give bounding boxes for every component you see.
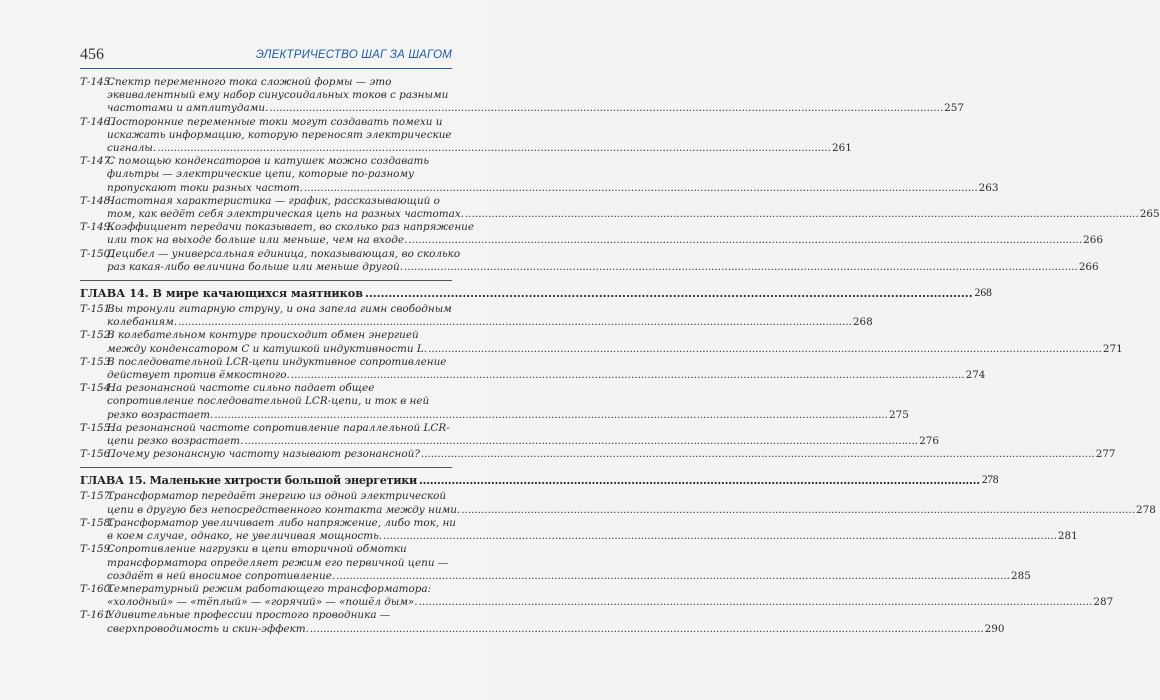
entry-line xyxy=(107,102,964,115)
table-of-contents xyxy=(80,76,1160,636)
entry-line xyxy=(107,129,852,142)
toc-entry xyxy=(80,516,1078,543)
dot-leader xyxy=(291,369,965,382)
toc-entry xyxy=(80,155,999,195)
running-title: ЭЛЕКТРИЧЕСТВО ШАГ ЗА ШАГОМ xyxy=(255,49,452,61)
entry-body xyxy=(107,76,964,116)
toc-entry xyxy=(80,247,1099,274)
entry-code: Т-160. xyxy=(80,582,114,595)
entry-page-number: 268 xyxy=(852,316,873,329)
dot-leader xyxy=(419,596,1093,609)
entry-page-number: 266 xyxy=(1083,234,1103,247)
entry-code: Т-146. xyxy=(80,115,114,128)
entry-text: Посторонние переменные токи могут создавать помехи и xyxy=(107,115,443,128)
entry-body xyxy=(107,329,1123,355)
dot-leader xyxy=(304,182,978,195)
entry-code: Т-157. xyxy=(80,490,114,503)
entry-text: С помощью конденсаторов и катушек можно создавать xyxy=(107,155,429,168)
entry-body xyxy=(107,490,1156,516)
entry-page-number: 263 xyxy=(978,181,999,194)
entry-code: Т-159. xyxy=(80,543,114,556)
entry-line xyxy=(107,382,909,395)
entry-code: Т-155. xyxy=(80,421,114,434)
entry-text: создаёт в ней вносимое сопротивление. xyxy=(107,569,336,582)
dot-leader xyxy=(428,343,1102,356)
entry-text: На резонансной частоте сопротивление параллельной LCR- xyxy=(107,421,450,434)
chapter-title: ГЛАВА 15. Маленькие хитрости большой энергетики xyxy=(80,473,417,488)
entry-text: В колебательном контуре происходит обмен энергией xyxy=(107,329,419,342)
entry-line xyxy=(107,609,1005,622)
toc-entry xyxy=(80,382,909,422)
toc-entry xyxy=(80,76,964,116)
entry-line xyxy=(107,343,1123,356)
entry-page-number: 281 xyxy=(1057,530,1078,543)
dot-leader xyxy=(365,286,973,300)
entry-body xyxy=(107,583,1113,609)
entry-page-number: 257 xyxy=(944,102,964,115)
entry-code: Т-156. xyxy=(80,448,114,461)
dot-leader xyxy=(157,142,831,155)
dot-leader xyxy=(336,570,1010,583)
entry-text: трансформатора определяет режим его первичной цепи — xyxy=(107,556,449,569)
entry-body xyxy=(107,543,1031,583)
entry-text: «холодный» — «тёплый» — «горячий» — «пошёл дым». xyxy=(107,596,418,609)
entry-page-number: 275 xyxy=(889,408,909,421)
entry-text: сопротивление последовательной LCR-цепи, и ток в ней xyxy=(107,395,430,408)
entry-body xyxy=(107,221,1103,247)
entry-page-number: 274 xyxy=(965,369,986,382)
entry-text: сверхпроводимость и скин-эффект. xyxy=(107,622,309,635)
entry-text: колебаниям. xyxy=(107,316,178,329)
toc-entry xyxy=(80,329,1123,355)
entry-text: фильтры — электрические цепи, которые по-разному xyxy=(107,168,415,181)
entry-line xyxy=(107,422,939,435)
entry-page-number: 287 xyxy=(1093,596,1114,609)
dot-leader xyxy=(383,530,1057,543)
entry-line xyxy=(107,490,1156,503)
entry-page-number: 290 xyxy=(984,622,1005,635)
entry-text: или ток на выходе больше или меньше, чем на входе. xyxy=(107,234,408,247)
entry-text: Сопротивление нагрузки в цепи вторичной обмотки xyxy=(107,543,407,556)
entry-text: пропускают токи разных частот. xyxy=(107,181,303,194)
entry-line xyxy=(107,369,985,382)
dot-leader xyxy=(244,435,918,448)
entry-text: Коэффициент передачи показывает, во сколько раз напряжение xyxy=(107,221,475,234)
entry-line xyxy=(107,623,1005,636)
entry-line xyxy=(107,76,964,89)
entry-line xyxy=(107,356,985,369)
dot-leader xyxy=(408,234,1082,247)
entry-text: раз какая-либо величина больше или меньше другой. xyxy=(107,260,404,273)
entry-page-number: 266 xyxy=(1078,260,1099,273)
dot-leader xyxy=(419,473,980,487)
entry-text: Вы тронули гитарную струну, и она запела гимн свободным xyxy=(107,303,452,316)
entry-line xyxy=(107,89,964,102)
toc-entry xyxy=(80,115,852,156)
entry-line xyxy=(107,208,1160,221)
entry-code: Т-158. xyxy=(80,516,114,529)
toc-entry xyxy=(80,303,873,329)
dot-leader xyxy=(421,448,1095,461)
entry-body xyxy=(107,116,852,156)
entry-code: Т-154. xyxy=(80,382,114,395)
dot-leader xyxy=(269,102,943,115)
toc-entry xyxy=(80,543,1031,583)
entry-text: Частотная характеристика — график, рассказывающий о xyxy=(107,194,440,207)
toc-entry xyxy=(80,355,986,382)
entry-text: Температурный режим работающего трансформатора: xyxy=(107,582,432,595)
entry-text: эквивалентный ему набор синусоидальных токов с разными xyxy=(107,89,449,102)
toc-entry xyxy=(80,194,1160,221)
entry-line xyxy=(107,261,1099,274)
chapter-page-number: 278 xyxy=(981,474,999,487)
chapter-title: ГЛАВА 14. В мире качающихся маятников xyxy=(80,286,363,301)
toc-entry xyxy=(80,609,1005,635)
entry-body xyxy=(107,382,909,422)
toc-entry xyxy=(80,582,1114,609)
entry-line xyxy=(107,583,1113,596)
entry-text: цепи в другую без непосредственного контакта между ними. xyxy=(107,503,461,516)
entry-body xyxy=(107,195,1160,221)
page-header xyxy=(80,46,452,68)
entry-line xyxy=(107,435,939,448)
header-rule xyxy=(80,68,452,69)
entry-body xyxy=(107,155,999,195)
entry-body xyxy=(107,248,1099,274)
entry-text: цепи резко возрастает. xyxy=(107,435,244,448)
toc-entry xyxy=(80,221,1103,247)
entry-text: Трансформатор передаёт энергию из одной электрической xyxy=(107,490,447,503)
dot-leader xyxy=(461,504,1135,517)
entry-text: том, как ведёт себя электрическая цепь на разных частотах. xyxy=(107,208,464,221)
entry-text: В последовательной LCR-цепи индуктивное сопротивление xyxy=(107,355,447,368)
entry-body xyxy=(107,609,1005,635)
entry-line xyxy=(107,116,852,129)
entry-line xyxy=(107,530,1078,543)
entry-line xyxy=(107,195,1160,208)
entry-page-number: 271 xyxy=(1102,342,1123,355)
entry-page-number: 265 xyxy=(1139,208,1160,221)
dot-leader xyxy=(404,261,1078,274)
entry-line xyxy=(107,142,852,155)
chapter-heading xyxy=(80,467,999,488)
entry-text: резко возрастает. xyxy=(107,408,214,421)
entry-text: На резонансной частоте сильно падает общее xyxy=(107,382,375,395)
entry-line xyxy=(107,543,1031,556)
entry-line xyxy=(107,448,1116,461)
entry-text: сигналы. xyxy=(107,142,157,155)
entry-code: Т-151. xyxy=(80,303,114,316)
chapter-heading xyxy=(80,280,992,301)
entry-code: Т-150. xyxy=(80,247,114,260)
entry-line xyxy=(107,557,1031,570)
entry-line xyxy=(107,570,1031,583)
entry-body xyxy=(107,517,1078,543)
entry-line xyxy=(107,504,1156,517)
entry-body xyxy=(107,422,939,448)
entry-text: частотами и амплитудами. xyxy=(107,102,269,115)
entry-line xyxy=(107,329,1123,342)
entry-line xyxy=(107,303,873,316)
entry-body xyxy=(107,356,985,382)
page-number: 456 xyxy=(80,46,104,63)
entry-text: Трансформатор увеличивает либо напряжение, либо ток, ни xyxy=(107,516,456,529)
entry-code: Т-149. xyxy=(80,221,114,234)
entry-page-number: 261 xyxy=(831,142,852,155)
entry-line xyxy=(107,316,873,329)
dot-leader xyxy=(310,623,984,636)
entry-line xyxy=(107,395,909,408)
dot-leader xyxy=(465,208,1139,221)
entry-code: Т-153. xyxy=(80,355,114,368)
entry-code: Т-161. xyxy=(80,609,114,622)
entry-body xyxy=(107,448,1116,461)
toc-entry xyxy=(80,421,939,448)
toc-entry xyxy=(80,490,1156,516)
entry-line xyxy=(107,182,999,195)
entry-line xyxy=(107,234,1103,247)
entry-text: искажать информацию, которую переносят электрические xyxy=(107,128,452,141)
entry-text: Удивительные профессии простого проводника — xyxy=(107,609,391,622)
entry-page-number: 277 xyxy=(1095,448,1116,461)
entry-text: Почему резонансную частоту называют резонансной? xyxy=(107,448,420,461)
entry-code: Т-147. xyxy=(80,155,114,168)
entry-page-number: 285 xyxy=(1010,569,1031,582)
entry-text: Децибел — универсальная единица, показывающая, во сколько xyxy=(107,247,461,260)
entry-line xyxy=(107,596,1113,609)
entry-line xyxy=(107,221,1103,234)
entry-page-number: 276 xyxy=(919,435,939,448)
entry-text: Спектр переменного тока сложной формы — это xyxy=(107,76,392,88)
entry-line xyxy=(107,248,1099,261)
dot-leader xyxy=(214,409,888,422)
toc-entry xyxy=(80,448,1116,461)
dot-leader xyxy=(178,316,852,329)
chapter-page-number: 268 xyxy=(974,287,992,300)
entry-code: Т-145. xyxy=(80,76,114,88)
entry-line xyxy=(107,517,1078,530)
entry-text: между конденсатором C и катушкой индуктивности L. xyxy=(107,342,428,355)
entry-line xyxy=(107,168,999,181)
entry-code: Т-148. xyxy=(80,194,114,207)
entry-body xyxy=(107,303,873,329)
entry-text: в коем случае, однако, не увеличивая мощность. xyxy=(107,530,383,543)
entry-code: Т-152. xyxy=(80,329,114,342)
entry-line xyxy=(107,155,999,168)
entry-line xyxy=(107,409,909,422)
entry-page-number: 278 xyxy=(1136,503,1156,516)
entry-text: действует против ёмкостного. xyxy=(107,369,290,382)
